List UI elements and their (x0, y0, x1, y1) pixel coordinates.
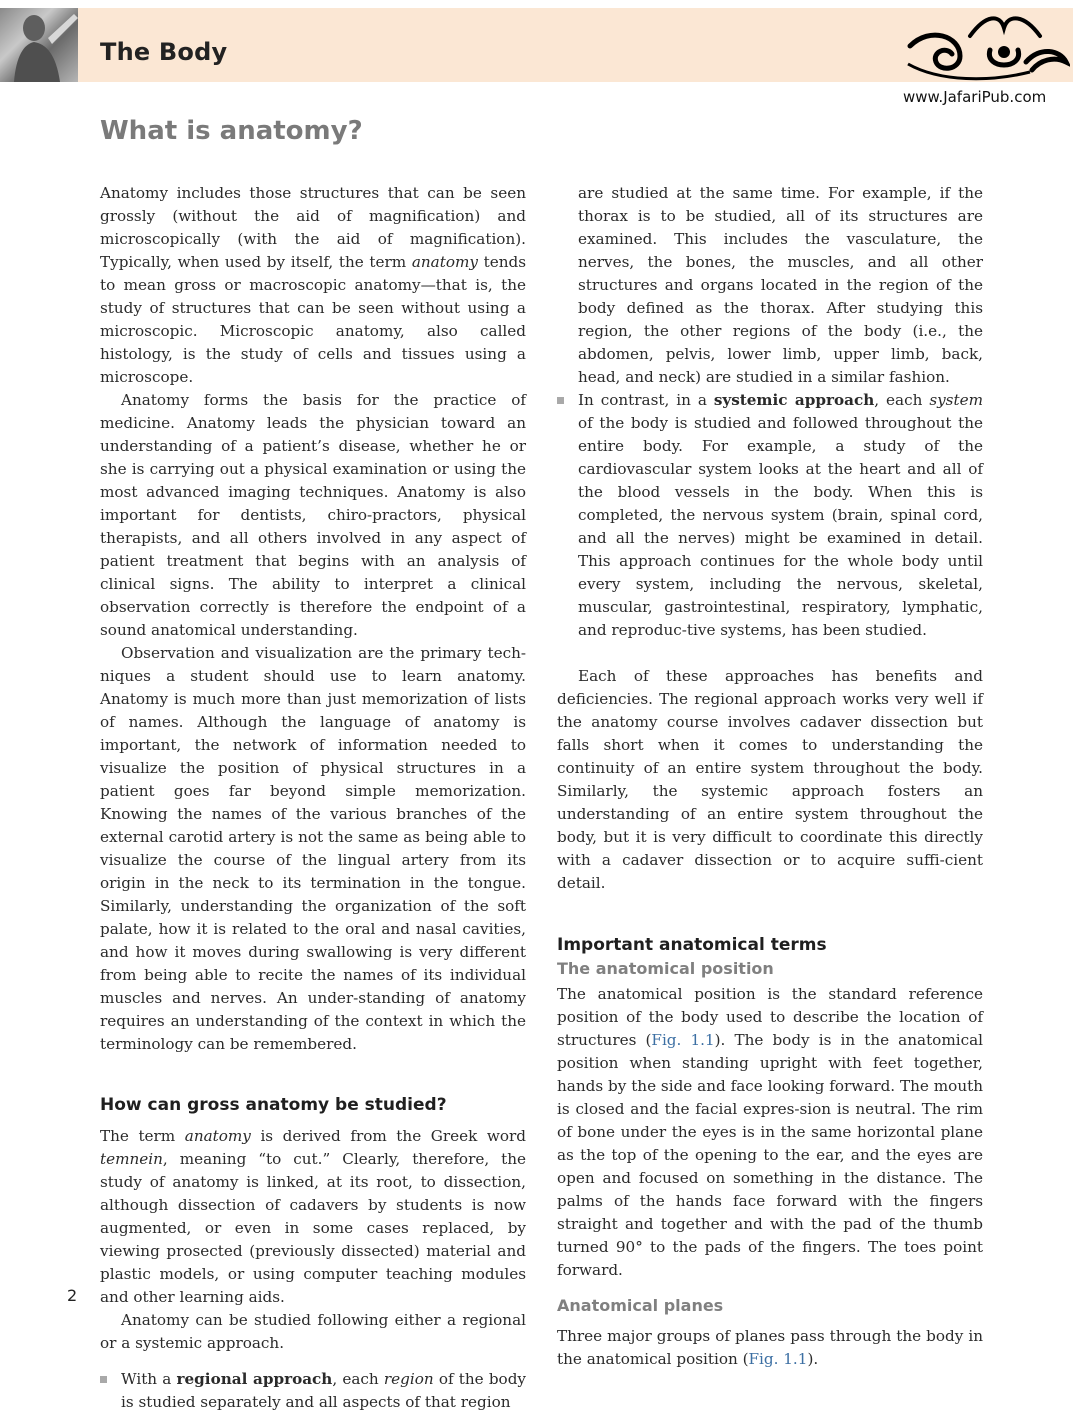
italic-term: region (383, 1370, 434, 1388)
text-run: Each of these approaches has benefits and deficiencies. The regional approach works very well if the anatomy course involves cadaver dissection but falls short when it comes to understanding the continuity of an entire system throughout the body. Similarly, the systemic approach fosters an understanding of an entire system throughout the body, but it is very difficult to coordinate this directly with a cadaver dissection or to acquire suffi-cient detail. (557, 667, 983, 892)
bold-term: regional approach (176, 1370, 333, 1388)
body-photo-thumbnail (0, 8, 78, 82)
text-run: The anatomical position is the standard reference position of the body used to describe the location of structures ( (557, 985, 983, 1049)
text-run: ). (807, 1350, 819, 1368)
list-item-text (578, 391, 983, 639)
text-run: , each (332, 1370, 384, 1388)
text-run: is derived from the Greek word (250, 1127, 526, 1145)
text-run: of the body is studied and followed throughout the entire body. For example, a study of the cardiovascular system looks at the heart and all of the blood vessels in the body. When this is completed, the nervous system (brain, spinal cord, and all the nerves) might be examined in detail. This approach continues for the whole body until every system, including the nervous, skeletal, muscular, gastrointestinal, respiratory, lymphatic, and reproduc-tive systems, has been studied. (578, 414, 983, 639)
figure-link[interactable]: Fig. 1.1 (651, 1031, 715, 1049)
text-run: Anatomy includes those structures that can be seen grossly (without the aid of magnification) and microscopically (with the aid of magnification). Typically, when used by itself, the term (100, 184, 526, 271)
text-run: are studied at the same time. For example, if the thorax is to be studied, all of its structures are examined. This includes the vasculature, the nerves, the bones, the muscles, and all other structures and organs located in the region of the body defined as the thorax. After studying this region, the other regions of the body (i.e., the abdomen, pelvis, lower limb, upper limb, back, head, and neck) are studied in a similar fashion. (578, 184, 983, 386)
heading-anatomical-planes: Anatomical planes (557, 1296, 724, 1315)
paragraph (100, 642, 526, 1056)
text-run: ). The body is in the anatomical position when standing upright with feet together, hands by the side and face looking forward. The mouth is closed and the facial expres-sion is neutral. The rim of bone under the eyes is in the same horizontal plane as the top of the opening to the ear, and the eyes are open and focused on something in the distance. The palms of the hands face forward with the fingers straight and together and with the pad of the thumb turned 90° to the pads of the fingers. The toes point forward. (557, 1031, 984, 1279)
text-run: Anatomy can be studied following either a regional or a systemic approach. (100, 1311, 526, 1352)
italic-term: temnein (100, 1150, 163, 1168)
list-item-text (121, 1370, 526, 1411)
paragraph (557, 983, 983, 1282)
section-title: The Body (100, 38, 228, 66)
square-bullet-icon (100, 1376, 107, 1383)
heading-gross-anatomy: How can gross anatomy be studied? (100, 1095, 447, 1115)
paragraph (557, 665, 983, 895)
paragraph (100, 389, 526, 642)
text-run: Anatomy forms the basis for the practice of medicine. Anatomy leads the physician toward an understanding of a patient’s disease, whether he or she is carrying out a physical examination or using the most advanced imaging techniques. Anatomy is also important for dentists, chiro-practors, physical therapists, and all others involved in any aspect of patient treatment that begins with an analysis of clinical signs. The ability to interpret a clinical observation correctly is therefore the endpoint of a sound anatomical understanding. (100, 391, 526, 639)
text-run: With a (121, 1370, 177, 1388)
text-run: Observation and visualization are the primary tech-niques a student should use to learn anatomy. Anatomy is much more than just memorization of lists of names. Although the language of anatomy is important, the network of information needed to visualize the position of physical structures in a patient goes far beyond simple memorization. Knowing the names of the various branches of the external carotid artery is not the same as being able to visualize the course of the lingual artery from its origin in the neck to its termination in the tongue. Similarly, understanding the organization of the soft palate, how it is related to the oral and nasal cavities, and how it moves during swallowing is very different from being able to recite the names of its individual muscles and nerves. An under-standing of anatomy requires an understanding of the context in which the terminology can be remembered. (100, 644, 526, 1053)
page-title: What is anatomy? (100, 116, 363, 146)
heading-anatomical-position: The anatomical position (557, 959, 774, 978)
text-run: Three major groups of planes pass through the body in the anatomical position ( (557, 1327, 983, 1368)
figure-link[interactable]: Fig. 1.1 (748, 1350, 808, 1368)
bold-term: systemic approach (713, 391, 875, 409)
right-column (557, 182, 983, 1371)
left-column (100, 182, 526, 1414)
text-run: The term (100, 1127, 185, 1145)
text-run: tends to mean gross or macroscopic anatomy—that is, the study of structures that can be seen without using a microscopic. Microscopic anatomy, also called histology, is the study of cells and tissues using a microscope. (100, 253, 526, 386)
publisher-logo (900, 6, 1070, 86)
page-number: 2 (67, 1286, 78, 1305)
paragraph (557, 1325, 983, 1371)
list-item-systemic (557, 389, 983, 642)
text-run: of the body is studied separately and all aspects of that region (121, 1370, 526, 1411)
italic-term: system (929, 391, 983, 409)
site-url[interactable]: www.JafariPub.com (903, 88, 1047, 106)
italic-term: anatomy (411, 253, 478, 271)
text-run: In contrast, in a (578, 391, 714, 409)
text-run: , each (874, 391, 930, 409)
square-bullet-icon (557, 397, 564, 404)
paragraph (100, 1309, 526, 1355)
italic-term: anatomy (184, 1127, 251, 1145)
text-run: , meaning “to cut.” Clearly, therefore, the study of anatomy is linked, at its root, to dissection, although dissection of cadavers by students is now augmented, or even in some cases replaced, by viewing prosected (previously dissected) material and plastic models, or using computer teaching modules and other learning aids. (100, 1150, 526, 1306)
list-item-regional (100, 1368, 526, 1414)
list-item-continuation (557, 182, 983, 389)
paragraph (100, 182, 526, 389)
paragraph (100, 1125, 526, 1309)
heading-anatomical-terms: Important anatomical terms (557, 935, 827, 955)
